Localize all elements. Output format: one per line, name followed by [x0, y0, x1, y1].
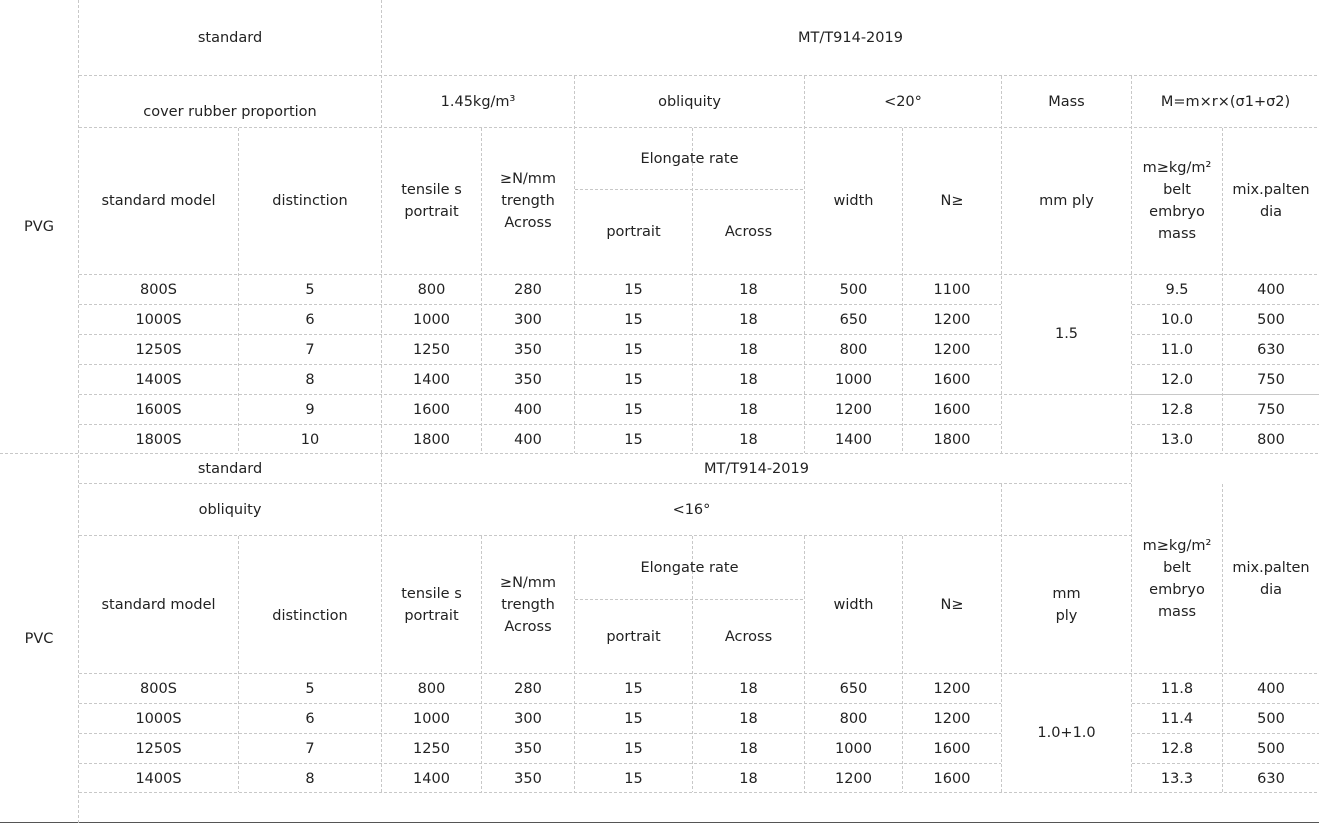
pvc-cell-embryo-mass: 12.8	[1160, 740, 1194, 757]
pvc-cell-n: 1200	[933, 680, 971, 697]
pvc-cell-model: 1000S	[135, 710, 182, 727]
pvc-cell-n: 1600	[933, 740, 971, 757]
pvc-header-tensile-portrait: tensile s portrait	[401, 585, 462, 624]
pvc-header-standard-model: standard model	[101, 596, 216, 613]
pvc-cell-distinction: 6	[305, 710, 315, 727]
pvc-cell-distinction: 8	[305, 770, 315, 787]
pvc-cell-pulley-dia: 500	[1257, 740, 1285, 757]
pvc-standard-value: MT/T914-2019	[704, 460, 809, 477]
pvc-cell-strength-across: 300	[514, 710, 542, 727]
pvc-cell-pulley-dia: 630	[1257, 770, 1285, 787]
pvc-header-ply: mm ply	[1052, 585, 1081, 624]
pvg-header-tensile-portrait: tensile s portrait	[401, 182, 462, 220]
pvg-cell-model: 800S	[140, 281, 177, 298]
pvg-cell-model: 1600S	[135, 401, 182, 418]
pvc-cell-pulley-dia: 400	[1257, 680, 1285, 697]
pvc-cell-tensile-portrait: 1400	[413, 770, 450, 787]
pvg-cell-width: 1000	[835, 371, 872, 388]
pvg-cell-width: 500	[839, 281, 868, 298]
pvg-cell-n: 1600	[933, 371, 971, 388]
pvg-cell-embryo-mass: 11.0	[1160, 341, 1194, 358]
pvc-cell-n: 1600	[933, 770, 971, 787]
pvg-cell-distinction: 9	[305, 401, 315, 418]
pvg-cell-distinction: 7	[305, 341, 315, 358]
pvg-cell-model: 1400S	[135, 371, 182, 388]
pvc-cell-distinction: 5	[305, 680, 315, 697]
pvc-header-n: N≥	[940, 596, 964, 613]
pvc-cell-width: 650	[839, 680, 868, 697]
pvg-mass-label: Mass	[1048, 93, 1085, 110]
pvg-header-elongate-across: Across	[724, 224, 773, 240]
pvc-cell-embryo-mass: 11.8	[1160, 680, 1194, 697]
pvg-cell-pulley-dia: 750	[1257, 401, 1285, 418]
pvg-cell-n: 1600	[933, 401, 971, 418]
pvc-cell-width: 800	[839, 710, 868, 727]
pvg-cell-distinction: 5	[305, 281, 315, 298]
pvc-cell-tensile-portrait: 1250	[413, 740, 450, 757]
pvg-cell-elongate-across: 18	[739, 311, 758, 328]
pvc-header-width: width	[833, 596, 874, 613]
pvc-cell-strength-across: 350	[514, 740, 542, 757]
pvg-cell-distinction: 8	[305, 371, 315, 388]
pvg-cell-model: 1000S	[135, 311, 182, 328]
pvg-header-embryo-mass: m≥kg/m² belt embryo mass	[1142, 160, 1212, 242]
pvc-cell-elongate-across: 18	[739, 680, 758, 697]
pvc-header-elongate-portrait: portrait	[606, 628, 661, 645]
pvc-cell-model: 1250S	[135, 740, 182, 757]
pvg-header-strength-across: ≥N/mm trength Across	[499, 171, 557, 231]
pvg-mass-formula: M=m×r×(σ1+σ2)	[1160, 93, 1291, 110]
pvg-cell-tensile-portrait: 1000	[413, 311, 450, 328]
pvc-cell-elongate-portrait: 15	[624, 710, 643, 727]
pvc-cell-model: 1400S	[135, 770, 182, 787]
pvc-section-label: PVC	[24, 630, 54, 647]
pvg-cell-width: 1400	[835, 431, 872, 448]
pvg-cell-elongate-across: 18	[739, 281, 758, 298]
pvg-cell-elongate-portrait: 15	[624, 371, 643, 388]
pvg-cell-width: 800	[839, 341, 868, 358]
pvc-standard-label: standard	[197, 460, 263, 477]
pvg-obliquity-value: <20°	[884, 93, 922, 110]
pvg-section-label: PVG	[24, 218, 54, 235]
pvc-cell-model: 800S	[140, 680, 177, 697]
pvg-cell-n: 1200	[933, 311, 971, 328]
pvc-cell-embryo-mass: 11.4	[1160, 710, 1194, 727]
pvc-cell-width: 1200	[835, 770, 872, 787]
pvc-header-strength-across: ≥N/mm trength Across	[499, 574, 557, 635]
pvg-cell-model: 1250S	[135, 341, 182, 358]
pvg-standard-value: MT/T914-2019	[798, 29, 903, 46]
pvc-obliquity-label: obliquity	[198, 501, 262, 518]
pvg-cell-elongate-across: 18	[739, 371, 758, 388]
pvg-cell-strength-across: 300	[514, 311, 542, 328]
pvg-ply-value: 1.5	[1054, 326, 1079, 342]
pvc-cell-tensile-portrait: 800	[417, 680, 446, 697]
pvg-cover-rubber-value: 1.45kg/m³	[440, 93, 516, 110]
pvg-cell-distinction: 6	[305, 311, 315, 328]
pvg-cell-tensile-portrait: 1250	[413, 341, 450, 358]
pvg-cell-pulley-dia: 800	[1257, 431, 1285, 448]
pvc-cell-elongate-portrait: 15	[624, 680, 643, 697]
pvg-cell-tensile-portrait: 1400	[413, 371, 450, 388]
pvg-header-n: N≥	[940, 193, 964, 209]
pvg-cell-pulley-dia: 750	[1257, 371, 1285, 388]
pvg-cell-tensile-portrait: 1800	[413, 431, 450, 448]
pvg-header-elongate-portrait: portrait	[606, 224, 661, 240]
pvc-cell-elongate-across: 18	[739, 740, 758, 757]
pvg-header-pulley-dia: mix.palten dia	[1232, 182, 1310, 220]
pvg-cell-pulley-dia: 630	[1257, 341, 1285, 358]
pvc-cell-pulley-dia: 500	[1257, 710, 1285, 727]
pvg-header-standard-model: standard model	[101, 193, 216, 209]
pvc-cell-elongate-across: 18	[739, 770, 758, 787]
pvg-cell-width: 1200	[835, 401, 872, 418]
pvg-cell-pulley-dia: 400	[1257, 281, 1285, 298]
pvg-cell-elongate-across: 18	[739, 431, 758, 448]
pvc-ply-value: 1.0+1.0	[1037, 725, 1096, 741]
pvg-cell-embryo-mass: 13.0	[1160, 431, 1194, 448]
pvg-cell-n: 1200	[933, 341, 971, 358]
pvc-cell-embryo-mass: 13.3	[1160, 770, 1194, 787]
pvg-cell-strength-across: 400	[514, 431, 542, 448]
pvg-cell-embryo-mass: 12.8	[1160, 401, 1194, 418]
pvg-cell-embryo-mass: 12.0	[1160, 371, 1194, 388]
pvg-cell-elongate-portrait: 15	[624, 341, 643, 358]
pvg-header-distinction: distinction	[272, 193, 348, 209]
pvc-cell-tensile-portrait: 1000	[413, 710, 450, 727]
pvg-cell-model: 1800S	[135, 431, 182, 448]
pvc-header-distinction: distinction	[272, 607, 348, 624]
pvc-cell-strength-across: 280	[514, 680, 542, 697]
pvg-header-ply: mm ply	[1039, 193, 1094, 209]
pvg-cell-pulley-dia: 500	[1257, 311, 1285, 328]
pvg-cell-n: 1800	[933, 431, 971, 448]
pvg-cell-strength-across: 400	[514, 401, 542, 418]
pvg-cell-strength-across: 350	[514, 341, 542, 358]
pvc-cell-elongate-portrait: 15	[624, 770, 643, 787]
pvc-cell-elongate-across: 18	[739, 710, 758, 727]
pvg-cell-elongate-across: 18	[739, 401, 758, 418]
pvc-header-embryo-mass: m≥kg/m² belt embryo mass	[1142, 537, 1212, 620]
pvg-cell-n: 1100	[933, 281, 971, 298]
pvg-standard-label: standard	[197, 29, 263, 46]
pvg-cell-elongate-portrait: 15	[624, 431, 643, 448]
pvg-cell-embryo-mass: 10.0	[1160, 311, 1194, 328]
pvc-cell-distinction: 7	[305, 740, 315, 757]
pvc-header-pulley-dia: mix.palten dia	[1232, 559, 1310, 598]
pvg-cell-tensile-portrait: 1600	[413, 401, 450, 418]
pvg-header-width: width	[833, 193, 874, 209]
pvg-cell-elongate-across: 18	[739, 341, 758, 358]
pvg-header-elongate-rate: Elongate rate	[640, 150, 739, 167]
pvc-cell-elongate-portrait: 15	[624, 740, 643, 757]
pvg-cell-elongate-portrait: 15	[624, 401, 643, 418]
pvg-obliquity-label: obliquity	[658, 93, 721, 110]
pvg-cell-elongate-portrait: 15	[624, 311, 643, 328]
pvg-cell-strength-across: 280	[514, 281, 542, 298]
pvc-header-elongate-rate: Elongate rate	[640, 559, 739, 576]
pvg-cover-rubber-label: cover rubber proportion	[143, 104, 317, 120]
pvg-cell-strength-across: 350	[514, 371, 542, 388]
pvg-cell-embryo-mass: 9.5	[1165, 281, 1189, 298]
pvg-cell-width: 650	[839, 311, 868, 328]
pvg-cell-elongate-portrait: 15	[624, 281, 643, 298]
pvc-header-elongate-across: Across	[724, 628, 773, 645]
pvg-cell-distinction: 10	[300, 431, 320, 448]
pvc-cell-n: 1200	[933, 710, 971, 727]
pvc-cell-strength-across: 350	[514, 770, 542, 787]
pvg-cell-tensile-portrait: 800	[417, 281, 446, 298]
pvc-obliquity-value: <16°	[672, 501, 711, 518]
pvc-cell-width: 1000	[835, 740, 872, 757]
